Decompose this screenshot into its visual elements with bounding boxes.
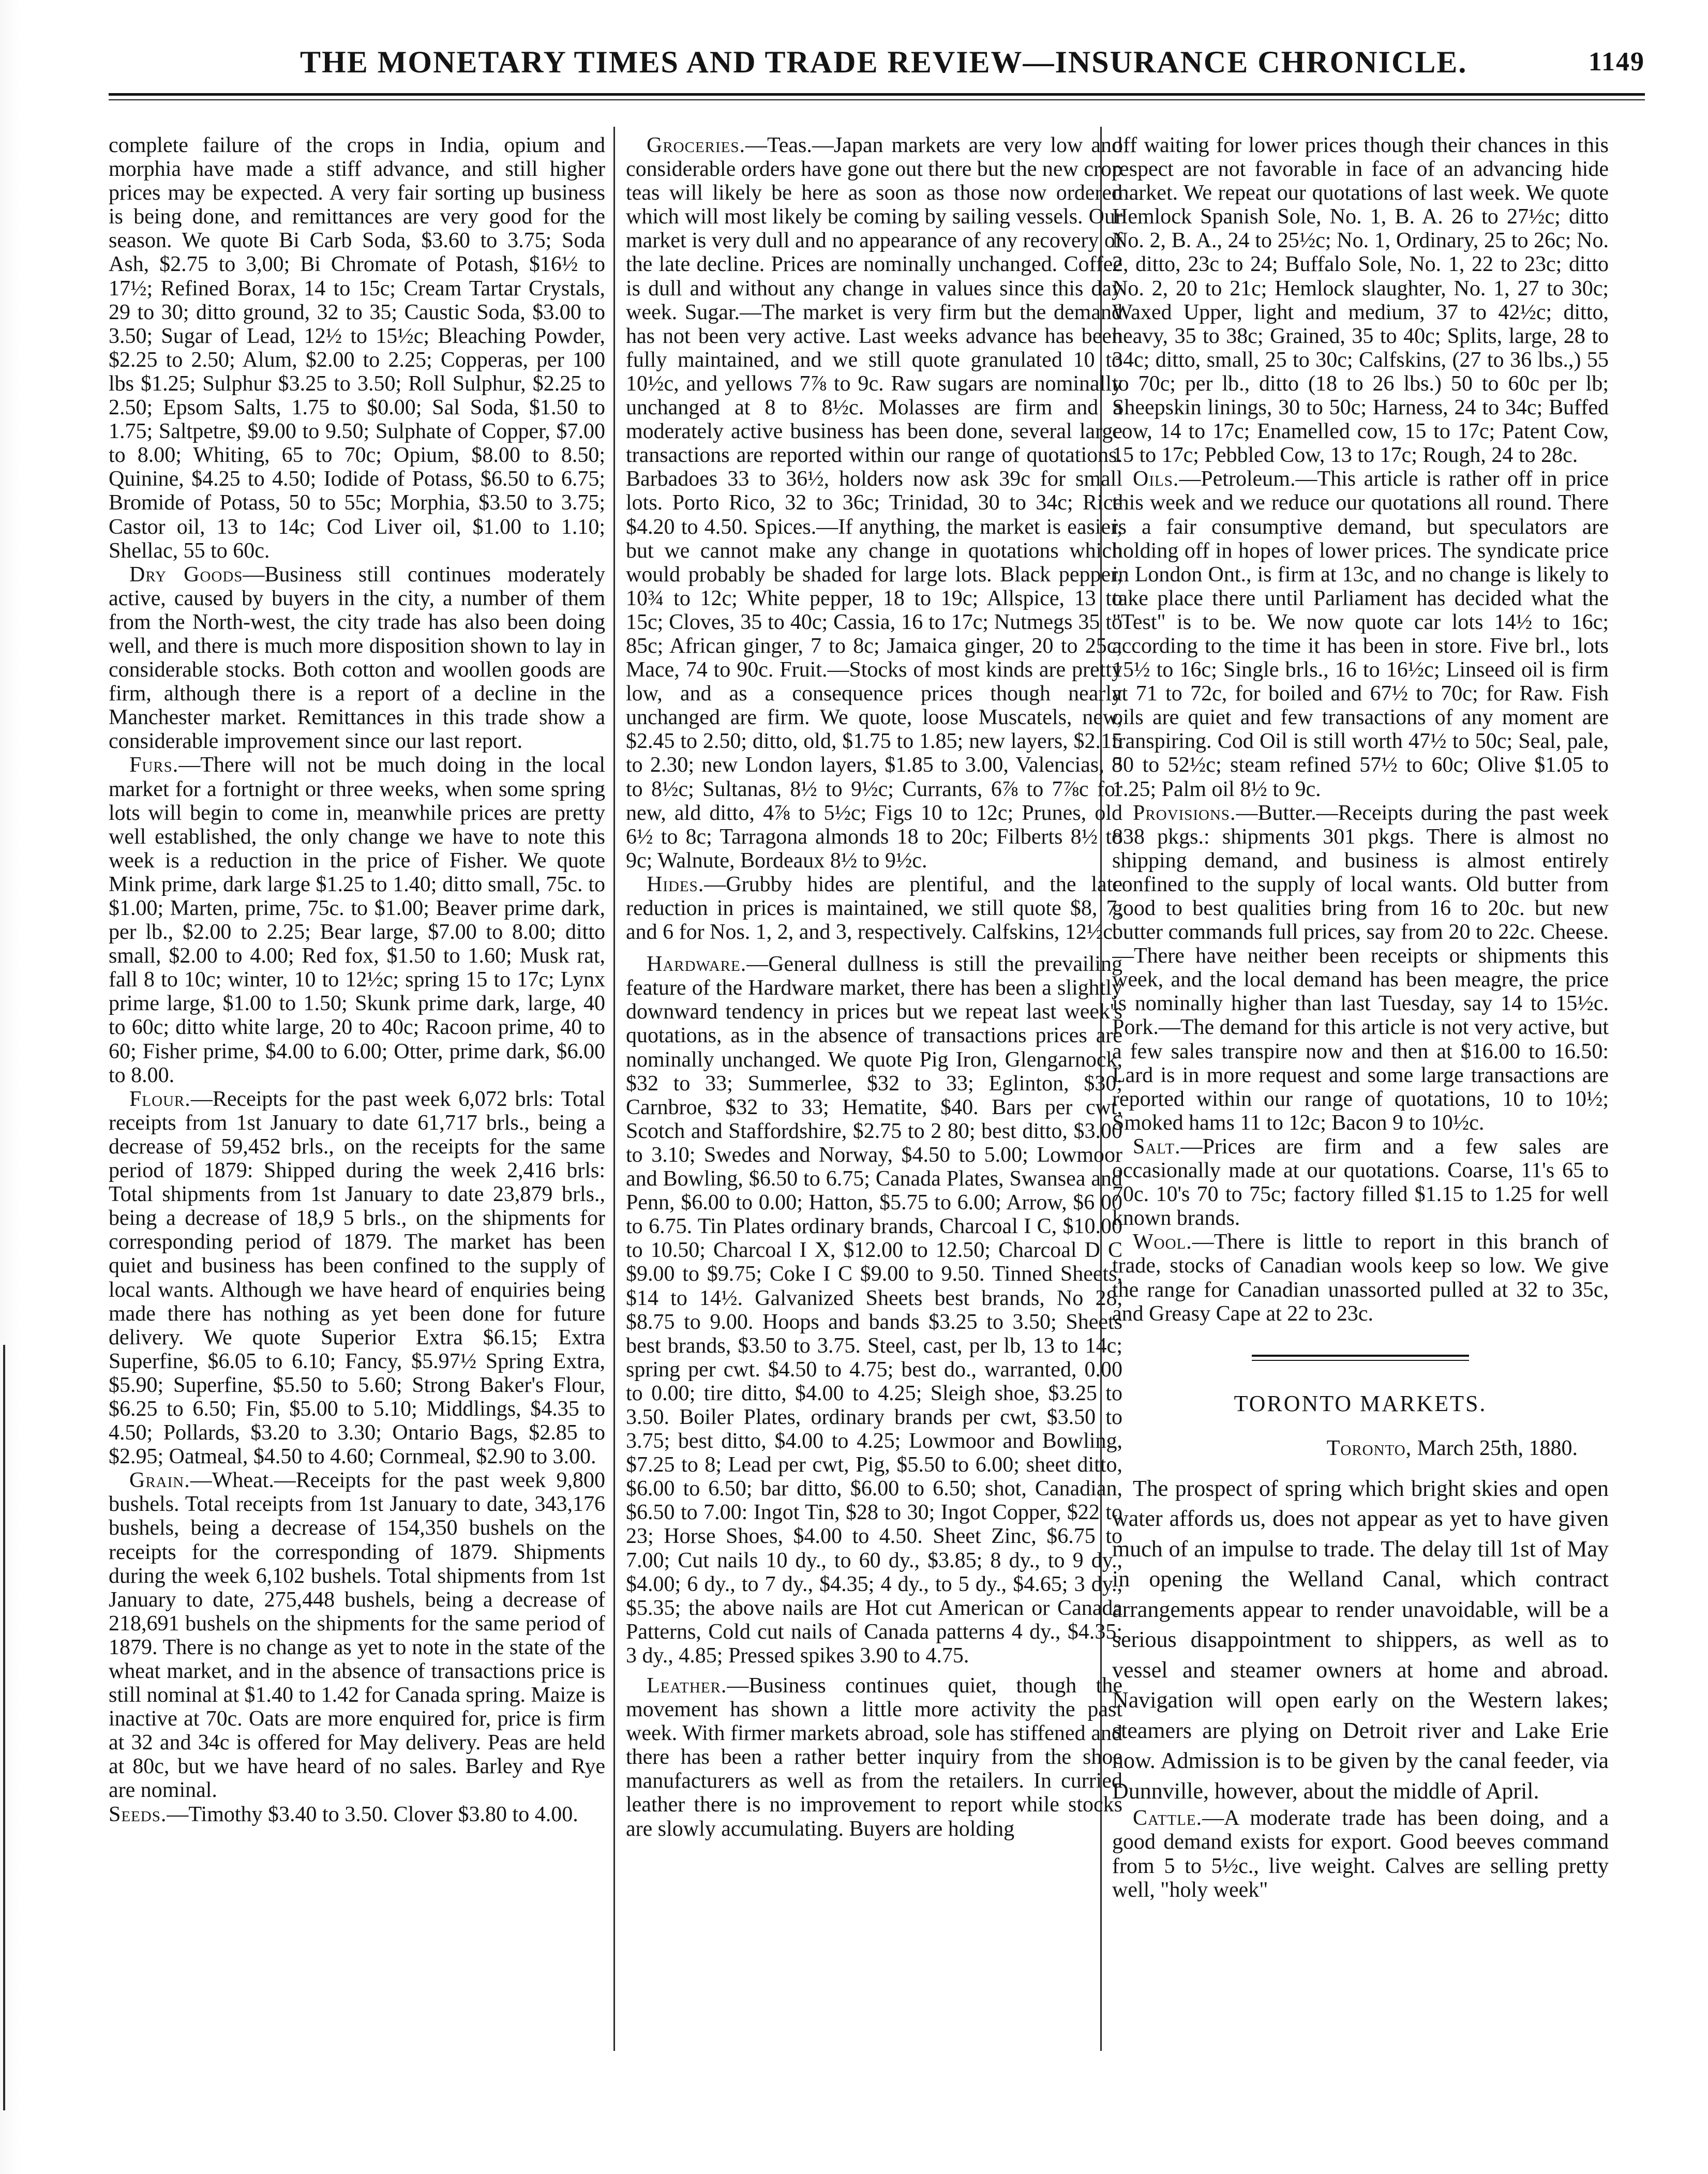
- article-heading: Furs.: [129, 753, 179, 777]
- toronto-intro: [1112, 1474, 1609, 1807]
- column-3: [1112, 133, 1609, 2047]
- article-body: —Petroleum.—This article is rather off in price this week and we reduce our quotations all round. There is a fair consumptive demand, but speculators are holding off in hopes of lower prices. The syndicate price in London Ont., is firm at 13c, and no change is likely to take place there until Parliament has decided what the "Test" is to be. We now quote car lots 14½ to 16c; according to the time it has been in store. Five brl., lots 15½ to 16c; Single brls., 16 to 16½c; Linseed oil is firm at 71 to 72c, for boiled and 67½ to 70c; for Raw. Fish oils are quiet and few transactions of any moment are transpiring. Cod Oil is still worth 47½ to 50c; Seal, pale, 50 to 52½c; steam refined 57½ to 60c; Olive $1.05 to 1.25; Palm oil 8½ to 9c.: [1112, 467, 1609, 801]
- article-heading: Wool.: [1133, 1230, 1192, 1254]
- article-heading: Hardware.: [647, 952, 747, 977]
- article-heading: Provisions.: [1133, 801, 1236, 825]
- article-heading: Grain.: [129, 1468, 190, 1493]
- article-flour: [109, 1087, 605, 1469]
- column-2: [626, 133, 1122, 2047]
- article-provisions: [1112, 801, 1609, 1135]
- article-dry-goods: [109, 563, 605, 754]
- dateline-place: Toronto,: [1326, 1436, 1412, 1460]
- article-drugs-continued: [109, 133, 605, 563]
- dateline: [1112, 1436, 1578, 1460]
- article-cattle: [1112, 1806, 1609, 1901]
- article-heading: Seeds.: [109, 1802, 167, 1826]
- article-heading: Groceries.: [647, 133, 746, 157]
- section-title-toronto-markets: TORONTO MARKETS.: [1234, 1390, 1487, 1416]
- article-heading: Oils.: [1133, 467, 1179, 491]
- article-body: The prospect of spring which bright skies and open water affords us, does not appear as yet to have given much of an impulse to trade. The delay till 1st of May in opening the Welland Canal, which contract arrangements appear to render unavoidable, will be a serious disappointment to shippers, as well as to vessel and steamer owners at home and abroad. Navigation will open early on the Western lakes; steamers are plying on Detroit river and Lake Erie now. Admission is to be given by the canal feeder, via Dunnville, however, about the middle of April.: [1112, 1475, 1609, 1804]
- article-body: —Wheat.—Receipts for the past week 9,800 bushels. Total receipts from 1st January to date, 343,176 bushels, being a decrease of 154,350 bushels on the receipts for the corresponding of 1879. Shipments during the week 6,102 bushels. Total shipments from 1st January to date, 275,448 bushels, being a decrease of 218,691 bushels on the shipments for the same period of 1879. There is no change as yet to note in the state of the wheat market, and in the absence of transactions price is still nominal at $1.40 to 1.42 for Canada spring. Maize is inactive at 70c. Oats are more enquired for, price is firm at 32 and 34c is offered for May delivery. Peas are held at 80c, but we have heard of no sales. Barley and Rye are nominal.: [109, 1468, 605, 1803]
- article-furs: [109, 753, 605, 1087]
- article-hides: [626, 873, 1122, 944]
- article-oils: [1112, 467, 1609, 801]
- masthead-title: THE MONETARY TIMES AND TRADE REVIEW—INSURANCE CHRONICLE.: [300, 45, 1467, 79]
- article-body: —A moderate trade has been doing, and a good demand exists for export. Good beeves command from 5 to 5½c., live weight. Calves are selling pretty well, "holy week": [1112, 1806, 1609, 1902]
- article-heading: Cattle.: [1133, 1806, 1203, 1831]
- article-body: —Timothy $3.40 to 3.50. Clover $3.80 to 4.00.: [167, 1802, 578, 1826]
- article-body: off waiting for lower prices though their chances in this respect are not favorable in face of an advancing hide market. We repeat our quotations of last week. We quote Hemlock Spanish Sole, No. 1, B. A. 26 to 27½c; ditto No. 2, B. A., 24 to 25½c; No. 1, Ordinary, 25 to 26c; No. 2, ditto, 23c to 24; Buffalo Sole, No. 1, 22 to 23c; ditto No. 2, 20 to 21c; Hemlock slaughter, No. 1, 27 to 30c; Waxed Upper, light and medium, 37 to 42½c; ditto, heavy, 35 to 38c; Grained, 35 to 40c; Splits, large, 28 to 34c; ditto, small, 25 to 30c; Calfskins, (27 to 36 lbs.,) 55 to 70c; per lb., ditto (18 to 26 lbs.) 50 to 60c per lb; Sheepskin linings, 30 to 50c; Harness, 24 to 34c; Buffed cow, 14 to 17c; Enamelled cow, 15 to 17c; Patent Cow, 15 to 17c; Pebbled Cow, 13 to 17c; Rough, 24 to 28c.: [1112, 133, 1609, 468]
- article-body: —Grubby hides are plentiful, and the late reduction in prices is maintained, we still quote $8, 7, and 6 for Nos. 1, 2, and 3, respectively. Calfskins, 12½c.: [626, 872, 1122, 944]
- article-heading: Flour.: [129, 1087, 191, 1111]
- column-1: [109, 133, 605, 2047]
- article-heading: Hides.: [647, 872, 705, 896]
- article-leather: [626, 1674, 1122, 1841]
- article-leather-continued: [1112, 133, 1609, 467]
- running-head: [109, 41, 1645, 88]
- article-heading: Leather.: [647, 1674, 727, 1698]
- article-body: —Business continues quiet, though the movement has shown a little more activity the past week. With firmer markets abroad, sole has stiffened and there has been a rather better inquiry from the shoe manufacturers as well as from the retailers. In curried leather there is no improvement to report while stocks are slowly accumulating. Buyers are holding: [626, 1674, 1122, 1841]
- section-divider: [1252, 1355, 1469, 1361]
- article-body: —Butter.—Receipts during the past week 838 pkgs.: shipments 301 pkgs. There is almost no shipping demand, and business is almost entirely confined to the supply of local wants. Old butter from good to best qualities bring from 16 to 20c. but new butter commands full prices, say from 20 to 22c. Cheese.—There have neither been receipts or shipments this week, and the local demand has been meagre, the price is nominally higher than last Tuesday, say 14 to 15½c. Pork.—The demand for this article is not very active, but a few sales transpire now and then at $16.00 to 16.50: Lard is in more request and some large transactions are reported within our range of quotations, 10 to 10½; Smoked hams 11 to 12c; Bacon 9 to 10½c.: [1112, 801, 1609, 1135]
- article-heading: Salt.: [1133, 1134, 1181, 1159]
- page-number: 1149: [1588, 47, 1645, 77]
- article-body: —Business still continues moderately active, caused by buyers in the city, a number of them from the North-west, the city trade has also been doing well, and there is much more disposition shown to lay in considerable stocks. Both cotton and woollen goods are firm, although there is a report of a decline in the Manchester market. Remittances in this trade show a considerable improvement since our last report.: [109, 562, 605, 754]
- article-salt: [1112, 1135, 1609, 1230]
- article-heading: Dry Goods: [129, 562, 243, 587]
- column-divider: [613, 127, 615, 2051]
- article-groceries: [626, 133, 1122, 873]
- dateline-date: March 25th, 1880.: [1417, 1436, 1578, 1460]
- article-body: —General dullness is still the prevailing feature of the Hardware market, there has been a slightly downward tendency in prices but we repeat last week's quotations, as in the absence of transactions prices are nominally unchanged. We quote Pig Iron, Glengarnock, $32 to 33; Summerlee, $32 to 33; Eglinton, $30; Carnbroe, $32 to 33; Hematite, $40. Bars per cwt, Scotch and Staffordshire, $2.75 to 2 80; best ditto, $3.00 to 3.10; Swedes and Norway, $4.50 to 5.00; Lowmoor and Bowling, $6.50 to 6.75; Canada Plates, Swansea and Penn, $6.00 to 0.00; Hatton, $5.75 to 6.00; Arrow, $6 00 to 6.75. Tin Plates ordinary brands, Charcoal I C, $10.00 to 10.50; Charcoal I X, $12.00 to 12.50; Charcoal D C $9.00 to $9.75; Coke I C $9.00 to 9.50. Tinned Sheets, $14 to 14½. Galvanized Sheets best brands, No 28, $8.75 to 9.00. Hoops and bands $3.25 to 3.50; Sheets best brands, $3.50 to 3.75. Steel, cast, per lb, 13 to 14c; spring per cwt. $4.50 to 4.75; best do., warranted, 0.00 to 0.00; tire ditto, $4.00 to 4.25; Sleigh shoe, $3.25 to 3.50. Boiler Plates, ordinary brands per cwt, $3.50 to 3.75; best ditto, $4.00 to 4.25; Lowmoor and Bowling, $7.25 to 8; Lead per cwt, Pig, $5.50 to 6.00; sheet ditto, $6.00 to 6.50; bar ditto, $6.00 to 6.50; shot, Canadian, $6.50 to 7.00: Ingot Tin, $28 to 30; Ingot Copper, $22 to 23; Horse Shoes, $4.00 to 4.50. Sheet Zinc, $6.75 to 7.00; Cut nails 10 dy., to 60 dy., $3.85; 8 dy., to 9 dy., $4.00; 6 dy., to 7 dy., $4.35; 4 dy., to 5 dy., $4.65; 3 dy., $5.35; the above nails are Hot cut American or Canada Patterns, Cold cut nails of Canada patterns 4 dy., $4.35; 3 dy., 4.85; Pressed spikes 3.90 to 4.75.: [626, 952, 1122, 1668]
- article-body: —Teas.—Japan markets are very low and considerable orders have gone out there but the new crop teas will likely be here as soon as those now ordered which will most likely be coming by sailing vessels. Our market is very dull and no appearance of any recovery of the late decline. Prices are nominally unchanged. Coffee is dull and without any change in values since this day week. Sugar.—The market is very firm but the demand has not been very active. Last weeks advance has been fully maintained, and we still quote granulated 10 to 10½c, and yellows 7⅞ to 9c. Raw sugars are nominally unchanged at 8 to 8½c. Molasses are firm and a moderately active business has been done, several large transactions are reported within our range of quotations. Barbadoes 33 to 36½, holders now ask 39c for small lots. Porto Rico, 32 to 36c; Trinidad, 30 to 34c; Rice $4.20 to 4.50. Spices.—If anything, the market is easier, but we cannot make any change in quotations which would probably be shaded for large lots. Black pepper, 10¾ to 12c; White pepper, 18 to 19c; Allspice, 13 to 15c; Cloves, 35 to 40c; Cassia, 16 to 17c; Nutmegs 35 to 85c; African ginger, 7 to 8c; Jamaica ginger, 20 to 25c; Mace, 74 to 90c. Fruit.—Stocks of most kinds are pretty low, and as a consequence prices though nearly unchanged are firm. We quote, loose Muscatels, new, $2.45 to 2.50; ditto, old, $1.75 to 1.85; new layers, $2.15 to 2.30; new London layers, $1.85 to 3.00, Valencias, 8 to 8½c; Sultanas, 8½ to 9½c; Currants, 6⅞ to 7⅞c for new, ald ditto, 4⅞ to 5½c; Figs 10 to 12c; Prunes, old 6½ to 8c; Tarragona almonds 18 to 20c; Filberts 8½ to 9c; Walnute, Bordeaux 8½ to 9½c.: [626, 133, 1122, 873]
- article-body: complete failure of the crops in India, opium and morphia have made a stiff advance, and still higher prices may be expected. A very fair sorting up business is being done, and remittances are very good for the season. We quote Bi Carb Soda, $3.60 to 3.75; Soda Ash, $2.75 to 3,00; Bi Chromate of Potash, $16½ to 17½; Refined Borax, 14 to 15c; Cream Tartar Crystals, 29 to 30; ditto ground, 32 to 35; Caustic Soda, $3.00 to 3.50; Sugar of Lead, 12½ to 15½c; Bleaching Powder, $2.25 to 2.50; Alum, $2.00 to 2.25; Copperas, per 100 lbs $1.25; Sulphur $3.25 to 3.50; Roll Sulphur, $2.25 to 2.50; Epsom Salts, 1.75 to $0.00; Sal Soda, $1.50 to 1.75; Saltpetre, $9.00 to 9.50; Sulphate of Copper, $7.00 to 8.00; Whiting, 65 to 70c; Opium, $8.00 to 8.50; Quinine, $4.25 to 4.50; Iodide of Potass, $6.50 to 6.75; Bromide of Potass, 50 to 55c; Morphia, $3.50 to 3.75; Castor oil, 13 to 14c; Cod Liver oil, $1.00 to 1.10; Shellac, 55 to 60c.: [109, 133, 605, 563]
- article-grain: [109, 1468, 605, 1802]
- header-rule-thin: [109, 99, 1645, 100]
- header-rule: [109, 93, 1645, 96]
- article-wool: [1112, 1230, 1609, 1325]
- article-body: —There is little to report in this branch of trade, stocks of Canadian wools keep so low. We give the range for Canadian unassorted pulled at 32 to 35c, and Greasy Cape at 22 to 23c.: [1112, 1230, 1609, 1326]
- article-hardware: [626, 952, 1122, 1668]
- article-seeds: [109, 1803, 605, 1826]
- article-body: —There will not be much doing in the local market for a fortnight or three weeks, when some spring lots will begin to come in, meanwhile prices are pretty well established, the only change we have to note this week is a reduction in the price of Fisher. We quote Mink prime, dark large $1.25 to 1.40; ditto small, 75c. to $1.00; Marten, prime, 75c. to $1.00; Beaver prime dark, per lb., $2.00 to 2.25; Bear large, $7.00 to 8.00; ditto small, $2.00 to 4.00; Red fox, $1.50 to 1.60; Musk rat, fall 8 to 10c; winter, 10 to 12½c; spring 15 to 17c; Lynx prime large, $1.00 to 1.50; Skunk prime dark, large, 40 to 60c; ditto white large, 20 to 40c; Racoon prime, 40 to 60; Fisher prime, $4.00 to 6.00; Otter, prime dark, $6.00 to 8.00.: [109, 753, 605, 1087]
- article-body: —Prices are firm and a few sales are occasionally made at our quotations. Coarse, 11's 65 to 70c. 10's 70 to 75c; factory filled $1.15 to 1.25 for well known brands.: [1112, 1134, 1609, 1231]
- article-body: —Receipts for the past week 6,072 brls: Total receipts from 1st January to date 61,717 brls., being a decrease of 59,452 brls., on the receipts for the same period of 1879: Shipped during the week 2,416 brls: Total shipments from 1st January to date 23,879 brls., being a decrease of 18,9 5 brls., on the shipments for corresponding period of 1879. The market has been quiet and business has been confined to the supply of local wants. Although we have heard of enquiries being made there has nothing as yet been done for future delivery. We quote Superior Extra $6.15; Extra Superfine, $6.05 to 6.10; Fancy, $5.97½ Spring Extra, $5.90; Superfine, $5.50 to 5.60; Strong Baker's Flour, $6.25 to 6.50; Fin, $5.00 to 5.10; Middlings, $4.35 to 4.50; Pollards, $3.20 to 3.30; Ontario Bags, $2.85 to $2.95; Oatmeal, $4.50 to 4.60; Cornmeal, $2.90 to 3.00.: [109, 1087, 605, 1469]
- page-spine-shadow: [0, 0, 36, 2174]
